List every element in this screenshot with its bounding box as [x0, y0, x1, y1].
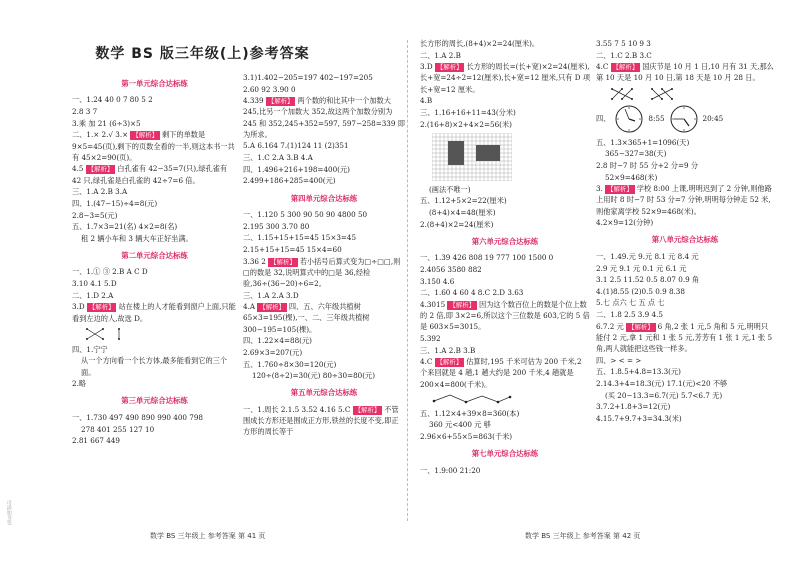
clock-face-icon — [669, 104, 699, 134]
answer-line: 3.乘 加 21 (6÷3)×5 — [72, 118, 141, 128]
section-heading: 第三单元综合达标练 — [121, 396, 188, 406]
answer-line: 2.81 667 449 — [72, 436, 121, 446]
analysis-text: 不管围成长方形还是围成正方形,铁丝的长度不变,即正方形的周长等于 — [243, 404, 399, 437]
analysis-text: 四、五、六年级共植树 65×3=195(棵),一、二、三年级共植树 300−195=105(棵)。 — [243, 302, 370, 334]
answer-line — [420, 61, 590, 94]
answer-number: 3.D — [420, 62, 433, 72]
answer-line: 三、1.A 2.A 3.D — [243, 290, 299, 300]
clock-time: 20:45 — [702, 114, 724, 124]
answer-line: 52×9=468(米) — [605, 172, 658, 182]
answer-number: 一、1.周长 2.1.5 3.52 4.16 5.C — [243, 404, 351, 414]
answer-line: 360 元<400 元 够 — [429, 420, 491, 430]
page-title: 数学 BS 版三年级(上)参考答案 — [95, 46, 310, 62]
answer-line: 2.略 — [72, 379, 87, 389]
answer-line: 2.195 300 3.70 80 — [243, 221, 310, 231]
answer-number: 3.D — [72, 302, 85, 312]
answer-line: 4.15.7+9.7+3=34.3(米) — [596, 414, 682, 424]
answer-line: 4.B — [420, 96, 433, 106]
answer-line: 五、1.3×365+1=1096(天) — [596, 137, 690, 147]
section-heading: 第六单元综合达标练 — [471, 236, 539, 246]
answer-line: 二、1.A 2.B — [420, 50, 461, 60]
analysis-text: 估算时,195 千米可估为 200 千米,2 个来回就是 4 趟,1 趟大约是 200 千米,4 趟就是 200×4=800(千米)。 — [420, 357, 582, 389]
column-2 — [243, 72, 405, 438]
column-4 — [596, 38, 774, 425]
side-note: 可添加书签 — [5, 500, 12, 525]
answer-line — [420, 299, 590, 332]
answer-line: 2.8 3 7 — [72, 107, 98, 117]
analysis-tag: 【解析】 — [607, 185, 633, 194]
analysis-tag: 【解析】 — [354, 405, 381, 414]
answer-line: 3.10 4.1 5.D — [72, 279, 117, 289]
analysis-tag: 【解析】 — [436, 358, 463, 367]
analysis-tag: 【解析】 — [259, 303, 285, 312]
answer-line: 五、1.7×3=21(名) 4×2=8(名) — [72, 222, 178, 232]
answer-line: 五、1.12×4+39×8=360(本) — [420, 408, 520, 418]
answer-line — [243, 301, 405, 334]
answer-number: 4.5 — [72, 164, 84, 174]
answer-line: 二、1.D 2.A — [72, 290, 114, 300]
section-heading: 第四单元综合达标练 — [290, 193, 358, 203]
answer-line: 2.60 92 3.90 0 — [243, 84, 296, 94]
analysis-tag: 【解析】 — [267, 97, 294, 106]
answer-line — [596, 321, 774, 354]
answer-line: 一、1.49.元 9.元 8.1 元 8.4 元 — [596, 251, 699, 261]
analysis-text: 若小括号后算式变为□÷□□,则□的数是 32,说明算式中的□是 36,经检验,36÷(36−20)÷6=2。 — [243, 256, 401, 288]
matching-lines-figure — [84, 327, 124, 341]
answer-line: 二、1.15+15+15=45 15×3=45 — [243, 233, 357, 243]
answer-line: 三、1.16+16+11=43(分米) — [420, 107, 516, 117]
answer-line: 一、1.120 5 300 90 50 90 4800 50 — [243, 210, 368, 220]
answer-line: 3.1)1.402−205=197 402−197=205 — [243, 73, 373, 82]
answer-line: 一、1.39 426 808 19 777 100 1500 0 — [420, 253, 554, 263]
answer-line: 2.69×3=207(元) — [243, 347, 303, 357]
answer-line: 2.14.3+4=18.3(元) 17.1(元)<20 不够 — [596, 379, 728, 389]
section-heading: 第二单元综合达标练 — [121, 251, 188, 260]
answer-line: (8+4)×4=48(厘米) — [429, 208, 496, 218]
answer-line: 278 401 255 127 10 — [81, 424, 155, 434]
route-diagram-figure — [432, 393, 512, 405]
answer-line: 5.七 点六 七 五 点 七 — [596, 298, 665, 308]
answer-line: 2.96×6+55×5=863(千米) — [420, 432, 513, 442]
answer-line — [243, 256, 405, 289]
analysis-text: 6 角,2 张 1 元,5 角和 5 元,明明只能付 2 元,拿 1 元和 1 张 5 元,芳芳有 1 张 1 元,1 张 5 角,两人就能把这些钱一样多。 — [596, 321, 773, 354]
analysis-text: 剩下的单数是 9×5=45(页),剩下的页数全看的一半,则这本书一共有 45×2=90(页)。 — [72, 130, 235, 162]
analysis-text: 白孔雀有 42−35=7(只),绿孔雀有 42 只,绿孔雀是白孔雀的 42÷7=6 倍。 — [72, 164, 228, 185]
column-3 — [420, 38, 590, 476]
answer-line: 2.8−3=5(元) — [72, 210, 118, 220]
analysis-tag: 【解析】 — [612, 63, 639, 72]
section-heading: 第五单元综合达标练 — [290, 388, 358, 398]
analysis-tag: 【解析】 — [132, 131, 159, 140]
analysis-text: 因为这个数百位上的数是个位上数的 2 倍,即 3×2=6,所以这个三位数是 603,它的 5 倍是 603×5=3015。 — [420, 299, 590, 332]
answer-line: 租 2 辆小车和 3 辆大车正好坐满。 — [81, 233, 193, 243]
answer-line: 3.55 7 5 10 9 3 — [596, 39, 651, 48]
analysis-tag: 【解析】 — [449, 300, 476, 309]
answer-line: 三、1.A 2.B 3.A — [72, 187, 128, 197]
answer-line: 5.A 6.164 7.(1)124 11 (2)351 — [243, 141, 349, 151]
answer-line: 2.15+15+15=45 15×4=60 — [243, 245, 342, 254]
clock-time: 8:55 — [648, 114, 665, 124]
analysis-tag: 【解析】 — [270, 257, 296, 266]
answer-line: 长方形的周长,(8+4)×2=24(厘米)。 — [420, 39, 540, 48]
answer-number: 3.36 2 — [243, 256, 266, 266]
clock-answers — [596, 104, 774, 134]
answer-line: 2.(8+4)×2=24(厘米) — [420, 219, 494, 229]
answer-number: 四、 — [596, 114, 611, 124]
answer-line: 5.392 — [420, 333, 441, 343]
analysis-text: 国庆节是 10 月 1 日,10 月有 31 天,那么第 10 天是 10 月 10 日,第 18 天是 10 月 28 日。 — [596, 62, 774, 83]
answer-line: 4.2×9=12(分钟) — [596, 218, 654, 228]
answer-number: 4.3015 — [420, 299, 446, 309]
answer-number: 二、1.× 2.√ 3.× — [72, 130, 129, 140]
answer-line: 3.7.2+1.8+3=12(元) — [596, 402, 671, 412]
answer-line: 三、1.C 2.A 3.B 4.A — [243, 153, 313, 163]
analysis-tag: 【解析】 — [87, 165, 114, 174]
answer-line: 2.9 元 9.1 元 0.1 元 6.1 元 — [596, 263, 687, 273]
page-divider — [407, 40, 408, 521]
answer-line: 四、1.496+216+198=400(元) — [243, 164, 350, 174]
answer-number: 4.C — [596, 62, 609, 72]
grid-caption: (画法不唯一) — [429, 184, 471, 194]
analysis-text: 长方形的周长=(长+宽)×2=24(厘米),长+宽=24÷2=12(厘米),长+宽=12 厘米,只有 D 项长+宽=12 厘米。 — [420, 62, 591, 94]
answer-line: 二、1.60 4 60 4 8.C 2.D 3.63 — [420, 288, 524, 298]
answer-line: (买 20−13.3=6.7(元) 5.7<6.7 无) — [605, 390, 723, 400]
answer-line: 三、1.A 2.B 3.B — [420, 345, 476, 355]
answer-line: 2.499+186+285=400(元) — [243, 176, 336, 186]
answer-line: 3.1 2.5 11.52 0.5 8.07 0.9 角 — [596, 275, 700, 285]
answer-line: 四、1.22×4=88(元) — [243, 336, 312, 346]
analysis-tag: 【解析】 — [436, 63, 463, 72]
answer-line — [596, 61, 774, 83]
answer-line: 五、1.8.5+4.8=13.3(元) — [596, 367, 681, 377]
answer-number: 3. — [596, 184, 603, 194]
answer-line — [596, 183, 774, 216]
answer-line — [72, 301, 237, 323]
analysis-text: 两个数的和比其中一个加数大 245,比另一个加数大 352,故这两个加数分别为 245 和 352,245+352=597, 597−258=339 即为所求。 — [243, 96, 405, 139]
answer-line: 一、1.730 497 490 890 990 400 798 — [72, 412, 203, 422]
answer-number: 6.7.2 元 — [596, 321, 624, 331]
answer-line: 五、1.760÷8×30=120(元) — [243, 359, 337, 369]
section-heading: 第一单元综合达标练 — [121, 79, 188, 88]
page-footer-left: 数学 BS 三年级上 参考答案 第 41 页 — [150, 532, 266, 541]
page-footer-right: 数学 BS 三年级上 参考答案 第 42 页 — [525, 532, 641, 541]
answer-line: 四、> < = > — [596, 355, 642, 365]
clock-face-icon — [614, 104, 644, 134]
answer-line: 从一个方向看一个长方体,最多能看到它的三个面。 — [81, 356, 228, 377]
answer-line — [72, 129, 237, 162]
answer-line: 一、1.9:00 21:20 — [420, 465, 481, 475]
matching-lines-figure — [608, 87, 688, 101]
answer-line: 四、1.(47−15)÷4=8(元) — [72, 198, 158, 208]
answer-line: 4.(1)8.55 (2)0.5 0.9 8.38 — [596, 286, 685, 296]
column-1 — [72, 72, 237, 447]
answer-line — [420, 356, 590, 389]
analysis-tag: 【解析】 — [88, 303, 115, 312]
grid-drawing-figure — [432, 133, 512, 181]
answer-line: 2.4056 3580 882 — [420, 265, 482, 274]
answer-number: 4.A — [243, 302, 256, 312]
answer-line — [72, 163, 237, 185]
answer-line: 3.150 4.6 — [420, 276, 455, 286]
answer-line: 二、1.C 2.B 3.C — [596, 50, 652, 60]
answer-line: 120÷(8÷2)=30(元) 80÷30=80(元) — [252, 371, 376, 381]
section-heading: 第八单元综合达标练 — [651, 235, 719, 245]
answer-line: 2.(16+8)×2+4×2=56(米) — [420, 119, 512, 129]
answer-line — [243, 404, 405, 437]
answer-line: 一、1.24 40 0 7 80 5 2 — [72, 95, 153, 105]
answer-line — [243, 95, 405, 140]
analysis-text: 学校 8:00 上课,明明迟到了 2 分钟,则他路上用时 8 时−7 时 53 分=7 分钟,明明每分钟走 52 米,则他家离学校 52×9=468(米)。 — [596, 184, 772, 216]
answer-line: 二、1.8 2.5 3.9 4.5 — [596, 310, 663, 320]
answer-line: 365−327=38(天) — [605, 149, 667, 159]
section-heading: 第七单元综合达标练 — [471, 449, 539, 459]
answer-line: 五、1.12+5×2=22(厘米) — [420, 196, 507, 206]
answer-number: 4.339 — [243, 96, 264, 106]
answer-number: 4.C — [420, 357, 433, 367]
answer-line: 四、1.宁宁 — [72, 344, 108, 354]
answer-line: 一、1.① ③ 2.B A C D — [72, 267, 148, 277]
analysis-text: 站在楼上的人才能看到窗户上面,只能看到左边的人,故选 D。 — [72, 302, 236, 323]
analysis-tag: 【解析】 — [628, 322, 654, 331]
answer-line: 2.8 时−7 时 55 分+2 分=9 分 — [596, 160, 699, 170]
